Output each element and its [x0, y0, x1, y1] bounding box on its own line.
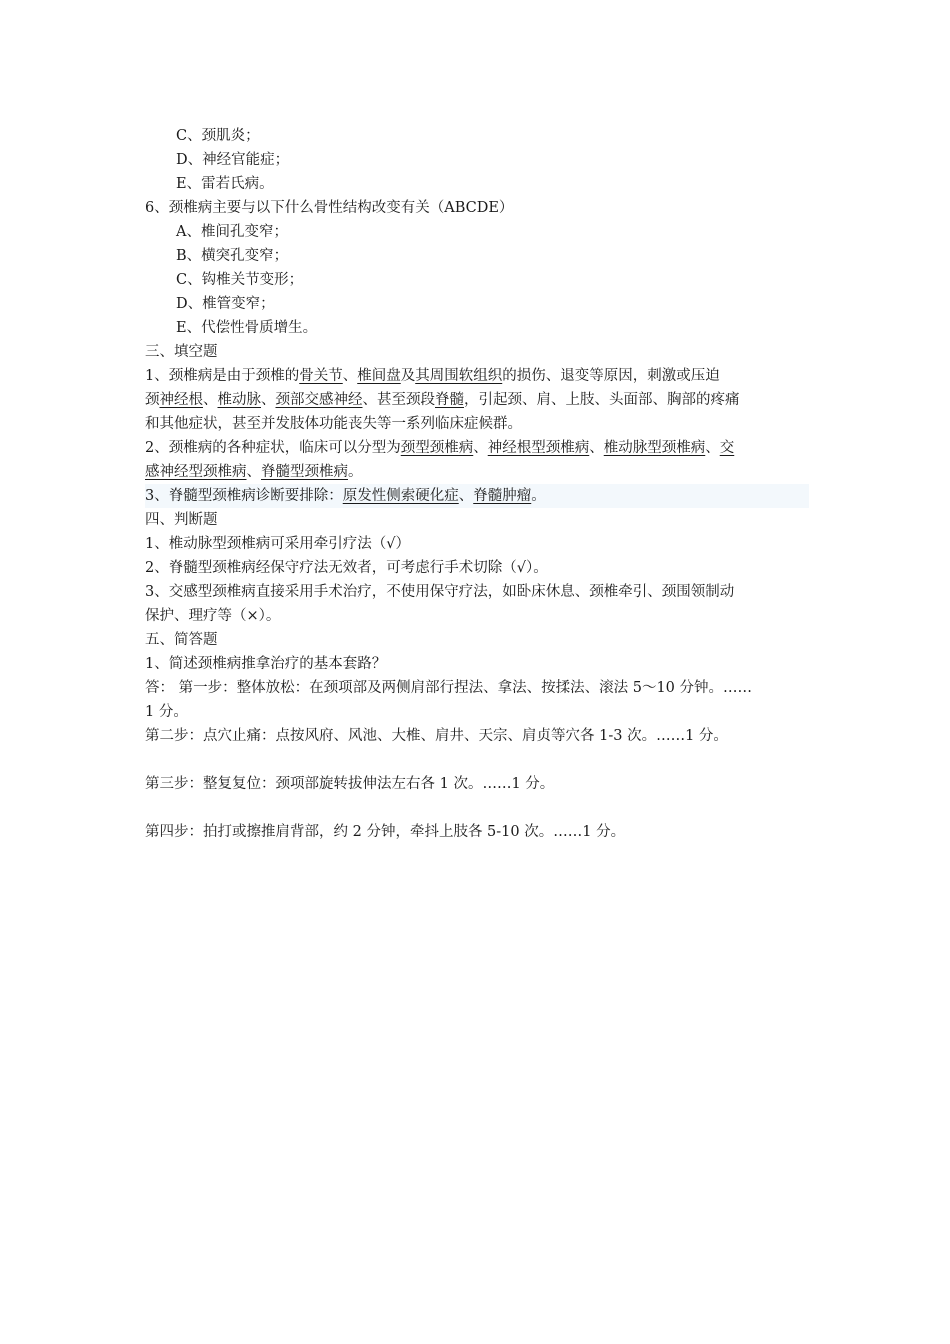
judge-q3-line1: 3、交感型颈椎病直接采用手术治疗，不使用保守疗法，如卧床休息、颈椎牵引、颈围领制动: [145, 584, 735, 600]
fill-answer: 椎动脉: [217, 392, 261, 408]
spacer: [145, 748, 809, 772]
fill-answer: 感神经型颈椎病: [145, 464, 247, 480]
fill-text: 、: [203, 392, 218, 408]
fill-answer: 其周围软组织: [415, 368, 503, 384]
judge-q3-line2: 保护、理疗等（×）。: [145, 608, 281, 624]
fill-q1-line3: 和其他症状，甚至并发肢体功能丧失等一系列临床症候群。: [145, 416, 522, 432]
q5-option-c: C、颈肌炎；: [176, 128, 260, 144]
fill-text: 、甚至颈段: [362, 392, 435, 408]
fill-answer: 椎动脉型颈椎病: [603, 440, 706, 456]
fill-text: 、: [705, 440, 720, 456]
fill-text: 的损伤、退变等原因，刺激或压迫: [502, 368, 720, 384]
short-q1: 1、简述颈椎病推拿治疗的基本套路？: [145, 656, 387, 672]
fill-text: ，引起颈、肩、上肢、头面部、胸部的疼痛: [464, 392, 740, 408]
fill-text: 、: [458, 488, 474, 504]
q5-option-d: D、神经官能症；: [176, 152, 290, 168]
fill-q1-line1: [145, 364, 809, 388]
fill-answer: 脊髓肿瘤: [473, 488, 532, 504]
fill-answer: 颈部交感神经: [275, 392, 363, 408]
fill-answer: 交: [719, 440, 735, 456]
fill-q2-line1: [145, 436, 809, 460]
judge-heading: 四、判断题: [145, 512, 218, 528]
fill-q2-line2: [145, 460, 809, 484]
fill-text: 3、脊髓型颈椎病诊断要排除：: [145, 488, 343, 504]
fill-answer: 脊髓型颈椎病: [261, 464, 348, 480]
short-step4: 第四步：拍打或擦推肩背部，约 2 分钟，牵抖上肢各 5-10 次。……1 分。: [145, 824, 626, 840]
fill-text: 。: [348, 464, 363, 480]
q6-option-b: B、横突孔变窄；: [176, 248, 289, 264]
fill-answer: 椎间盘: [357, 368, 401, 384]
fill-text: 。: [531, 488, 546, 504]
fill-text: 2、颈椎病的各种症状，临床可以分型为: [145, 440, 401, 456]
fill-answer: 脊髓: [435, 392, 464, 408]
short-heading: 五、简答题: [145, 632, 218, 648]
fill-answer: 神经根型颈椎病: [487, 440, 590, 456]
fill-q1-line2: [145, 388, 809, 412]
fill-answer: 原发性侧索硬化症: [342, 488, 459, 504]
judge-q2: 2、脊髓型颈椎病经保守疗法无效者，可考虑行手术切除（√）。: [145, 560, 548, 576]
short-step2: 第二步：点穴止痛：点按风府、风池、大椎、肩井、天宗、肩贞等穴各 1-3 次。……1 分。: [145, 728, 728, 744]
document-page: [145, 124, 809, 844]
fill-text: 、: [342, 368, 358, 384]
q5-option-e: E、雷若氏病。: [176, 176, 274, 192]
short-step3: 第三步：整复复位：颈项部旋转拔伸法左右各 1 次。……1 分。: [145, 776, 555, 792]
q6-question: 6、颈椎病主要与以下什么骨性结构改变有关（ABCDE）: [145, 200, 514, 216]
q6-option-c: C、钩椎关节变形；: [176, 272, 304, 288]
q6-option-e: E、代偿性骨质增生。: [176, 320, 318, 336]
fill-text: 、: [589, 440, 604, 456]
short-step1-line1: 答： 第一步：整体放松：在颈项部及两侧肩部行捏法、拿法、按揉法、滚法 5～10 分钟。……: [145, 680, 752, 696]
fill-text: 、: [261, 392, 276, 408]
q6-option-d: D、椎管变窄；: [176, 296, 275, 312]
fill-q3: [145, 484, 809, 508]
fill-heading: 三、填空题: [145, 344, 218, 360]
judge-q1: 1、椎动脉型颈椎病可采用牵引疗法（√）: [145, 536, 410, 552]
q6-option-a: A、椎间孔变窄；: [176, 224, 288, 240]
spacer: [145, 796, 809, 820]
fill-text: 、: [246, 464, 261, 480]
fill-text: 1、颈椎病是由于颈椎的: [145, 368, 300, 384]
fill-text: 及: [400, 368, 416, 384]
fill-text: 颈: [145, 392, 160, 408]
fill-answer: 骨关节: [299, 368, 343, 384]
fill-answer: 神经根: [159, 392, 203, 408]
fill-text: 、: [473, 440, 488, 456]
short-step1-line2: 1 分。: [145, 704, 188, 720]
fill-answer: 颈型颈椎病: [400, 440, 474, 456]
